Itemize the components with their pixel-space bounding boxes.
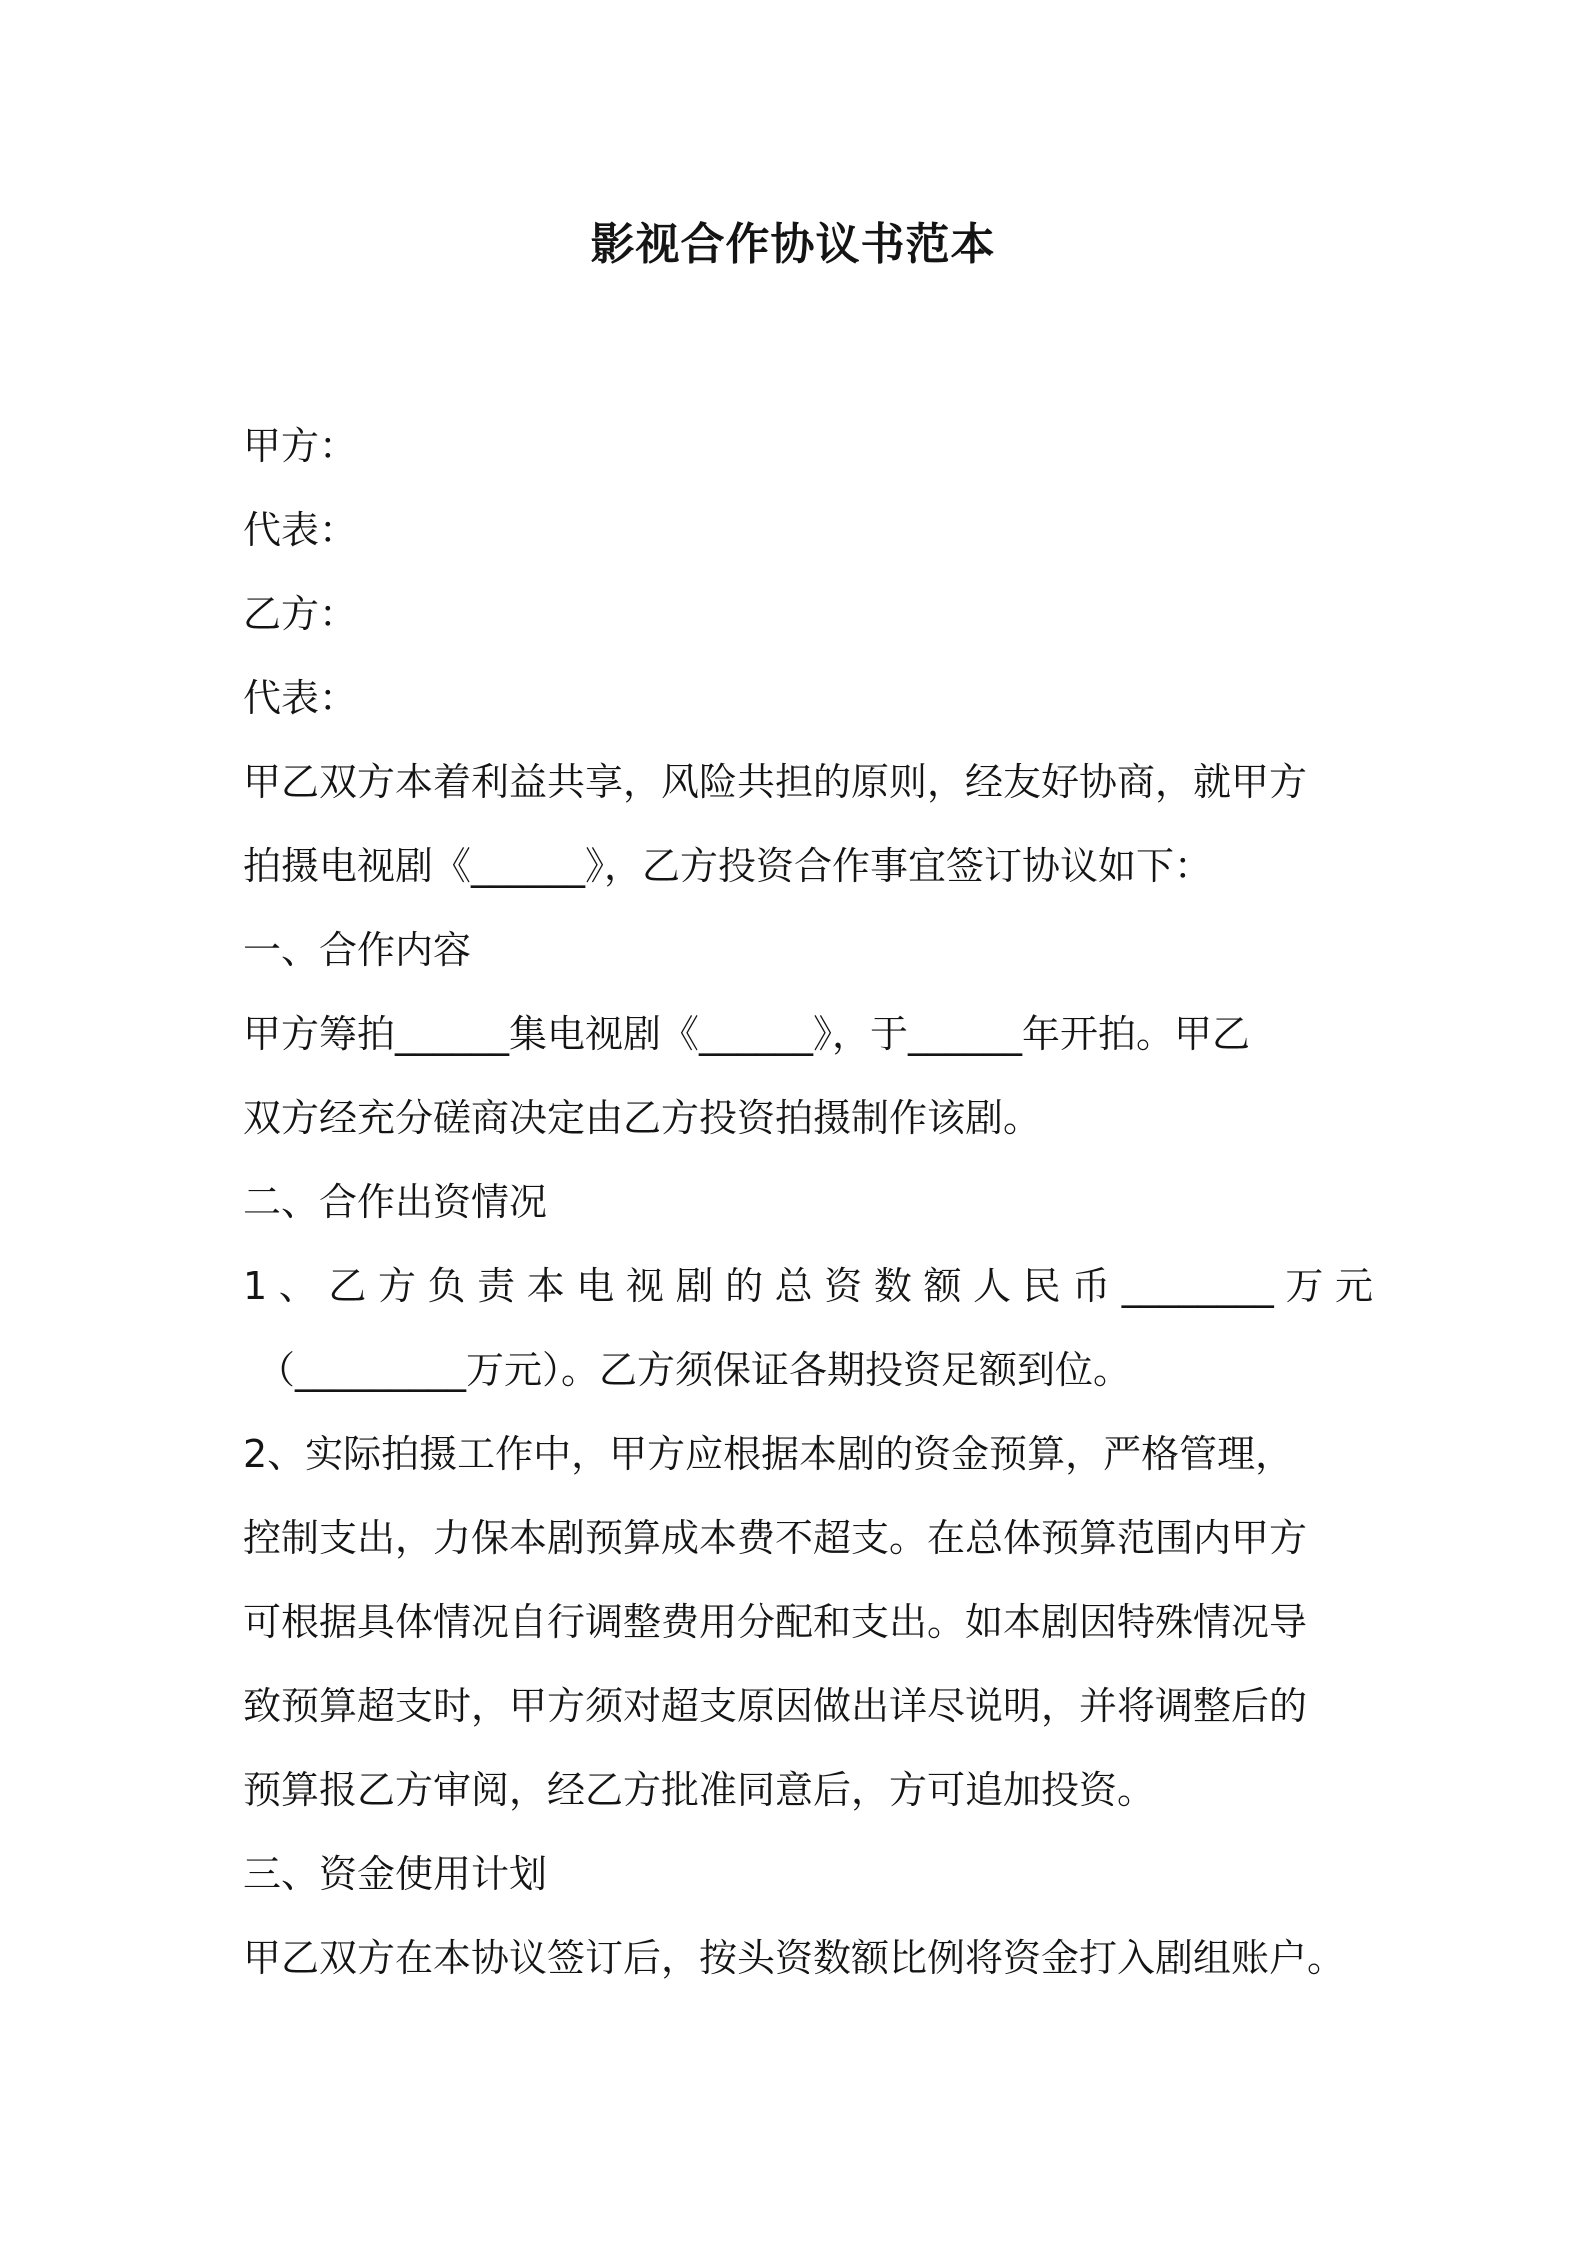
clause-1-line: 1、乙方负责本电视剧的总资数额人民币________万元 — [243, 1264, 1373, 1308]
party-a-label: 甲方： — [243, 424, 358, 468]
paragraph-line: 甲方筹拍______集电视剧《______》，于______年开拍。甲乙 — [243, 1012, 1251, 1056]
intro-line: 甲乙双方本着利益共享，风险共担的原则，经友好协商，就甲方 — [243, 760, 1308, 804]
section-heading-cooperation-content: 一、合作内容 — [243, 928, 472, 972]
clause-2-line: 2、实际拍摄工作中，甲方应根据本剧的资金预算，严格管理， — [243, 1432, 1294, 1476]
party-b-label: 乙方： — [243, 592, 358, 636]
document-title: 影视合作协议书范本 — [590, 219, 996, 270]
document-body — [243, 404, 1383, 2000]
party-a-representative-label: 代表： — [243, 508, 358, 552]
clause-2-line: 可根据具体情况自行调整费用分配和支出。如本剧因特殊情况导 — [243, 1600, 1308, 1644]
party-b-representative-label: 代表： — [243, 676, 358, 720]
clause-2-line: 控制支出，力保本剧预算成本费不超支。在总体预算范围内甲方 — [243, 1516, 1308, 1560]
clause-2-line: 致预算超支时，甲方须对超支原因做出详尽说明，并将调整后的 — [243, 1684, 1308, 1728]
paragraph-line: 甲乙双方在本协议签订后，按头资数额比例将资金打入剧组账户。 — [243, 1936, 1346, 1980]
paragraph-line: 双方经充分磋商决定由乙方投资拍摄制作该剧。 — [243, 1096, 1042, 1140]
clause-2-line: 预算报乙方审阅，经乙方批准同意后，方可追加投资。 — [243, 1768, 1156, 1812]
clause-1-line: （_________万元）。乙方须保证各期投资足额到位。 — [257, 1348, 1132, 1392]
intro-line: 拍摄电视剧《______》，乙方投资合作事宜签订协议如下： — [243, 844, 1213, 888]
section-heading-fund-usage: 三、资金使用计划 — [243, 1852, 548, 1896]
section-heading-investment: 二、合作出资情况 — [243, 1180, 548, 1224]
